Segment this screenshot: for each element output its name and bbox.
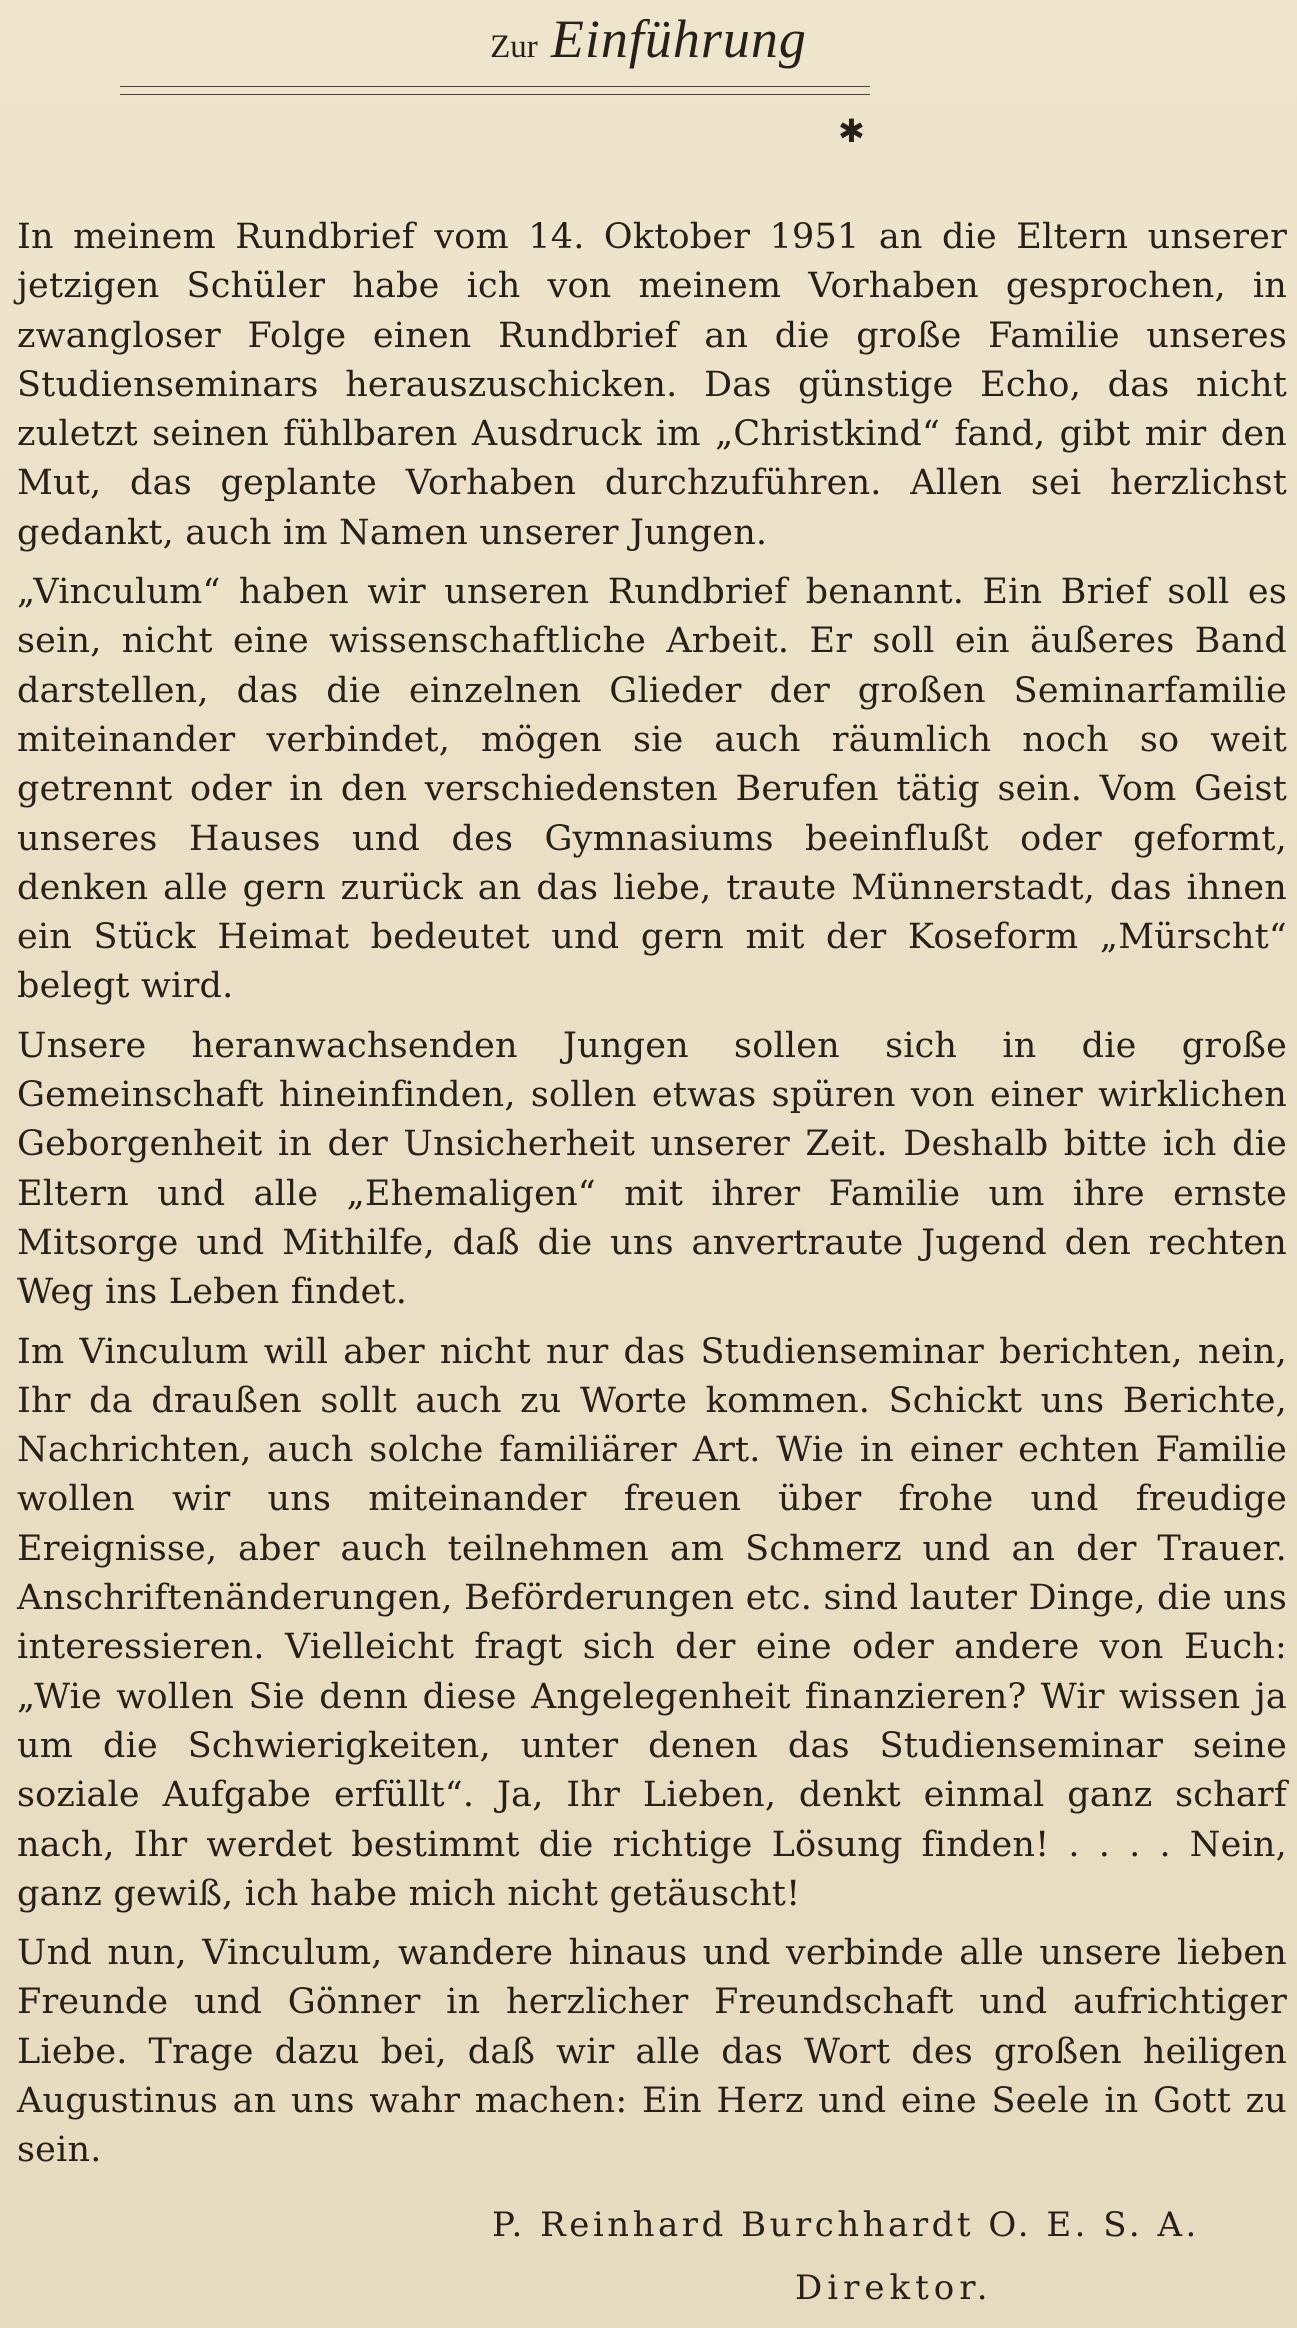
heading-rule-bottom <box>120 94 870 95</box>
heading-title: Einführung <box>550 9 807 69</box>
signature-title: Direktor. <box>795 2268 993 2308</box>
heading-prefix: Zur <box>490 29 538 65</box>
paragraph-vinculum: „Vinculum“ haben wir unseren Rundbrief benannt. Ein Brief soll es sein, nicht eine wissenschaftliche Arbeit. Er soll ein äußeres Band darstellen, das die einzelnen Glieder der großen Seminarfamilie miteinander verbindet, mögen sie auch räumlich noch so weit getrennt oder in den verschiedensten Berufen tätig sein. Vom Geist unseres Hauses und des Gymnasiums beeinflußt oder geformt, denken alle gern zurück an das liebe, traute Münnerstadt, das ihnen ein Stück Heimat bedeutet und gern mit der Koseform „Mürscht“ belegt wird. <box>17 572 1287 1007</box>
signature-name: P. Reinhard Burchhardt O. E. S. A. <box>492 2205 1200 2245</box>
paragraph-intro: In meinem Rundbrief vom 14. Oktober 1951 an die Eltern unserer jetzigen Schüler habe ich von meinem Vorhaben gesprochen, in zwangloser Folge einen Rundbrief an die große Familie unseres Studienseminars herauszuschicken. Das günstige Echo, das nicht zuletzt seinen fühlbaren Ausdruck im „Christkind“ fand, gibt mir den Mut, das geplante Vorhaben durchzuführen. Allen sei herzlichst gedankt, auch im Namen unserer Jungen. <box>17 217 1287 553</box>
heading-rule-top <box>120 86 870 87</box>
asterisk-ornament-icon: ✱ <box>838 112 865 150</box>
page-heading <box>0 8 1297 78</box>
paragraph-closing: Und nun, Vinculum, wandere hinaus und verbinde alle unsere lieben Freunde und Gönner in herzlicher Freundschaft und aufrichtiger Liebe. Trage dazu bei, daß wir alle das Wort des großen heiligen Augustinus an uns wahr machen: Ein Herz und eine Seele in Gott zu sein. <box>17 1933 1287 2171</box>
paragraph-community: Unsere heranwachsenden Jungen sollen sich in die große Gemeinschaft hineinfinden, sollen etwas spüren von einer wirklichen Geborgenheit in der Unsicherheit unserer Zeit. Deshalb bitte ich die Eltern und alle „Ehemaligen“ mit ihrer Familie um ihre ernste Mitsorge und Mithilfe, daß die uns anvertraute Jugend den rechten Weg ins Leben findet. <box>17 1025 1287 1313</box>
paragraph-reports: Im Vinculum will aber nicht nur das Studienseminar berichten, nein, Ihr da draußen sollt auch zu Worte kommen. Schickt uns Berichte, Nachrichten, auch solche familiärer Art. Wie in einer echten Familie wollen wir uns miteinander freuen über frohe und freudige Ereignisse, aber auch teilnehmen am Schmerz und an der Trauer. Anschriftenänderungen, Beförderungen etc. sind lauter Dinge, die uns interessieren. Vielleicht fragt sich der eine oder andere von Euch: „Wie wollen Sie denn diese Angelegenheit finanzieren? Wir wissen ja um die Schwierigkeiten, unter denen das Studienseminar seine soziale Aufgabe erfüllt“. Ja, Ihr Lieben, denkt einmal ganz scharf nach, Ihr werdet bestimmt die richtige Lösung finden! . . . . Nein, ganz gewiß, ich habe mich nicht getäuscht! <box>17 1331 1287 1914</box>
letter-body <box>17 213 1287 2186</box>
